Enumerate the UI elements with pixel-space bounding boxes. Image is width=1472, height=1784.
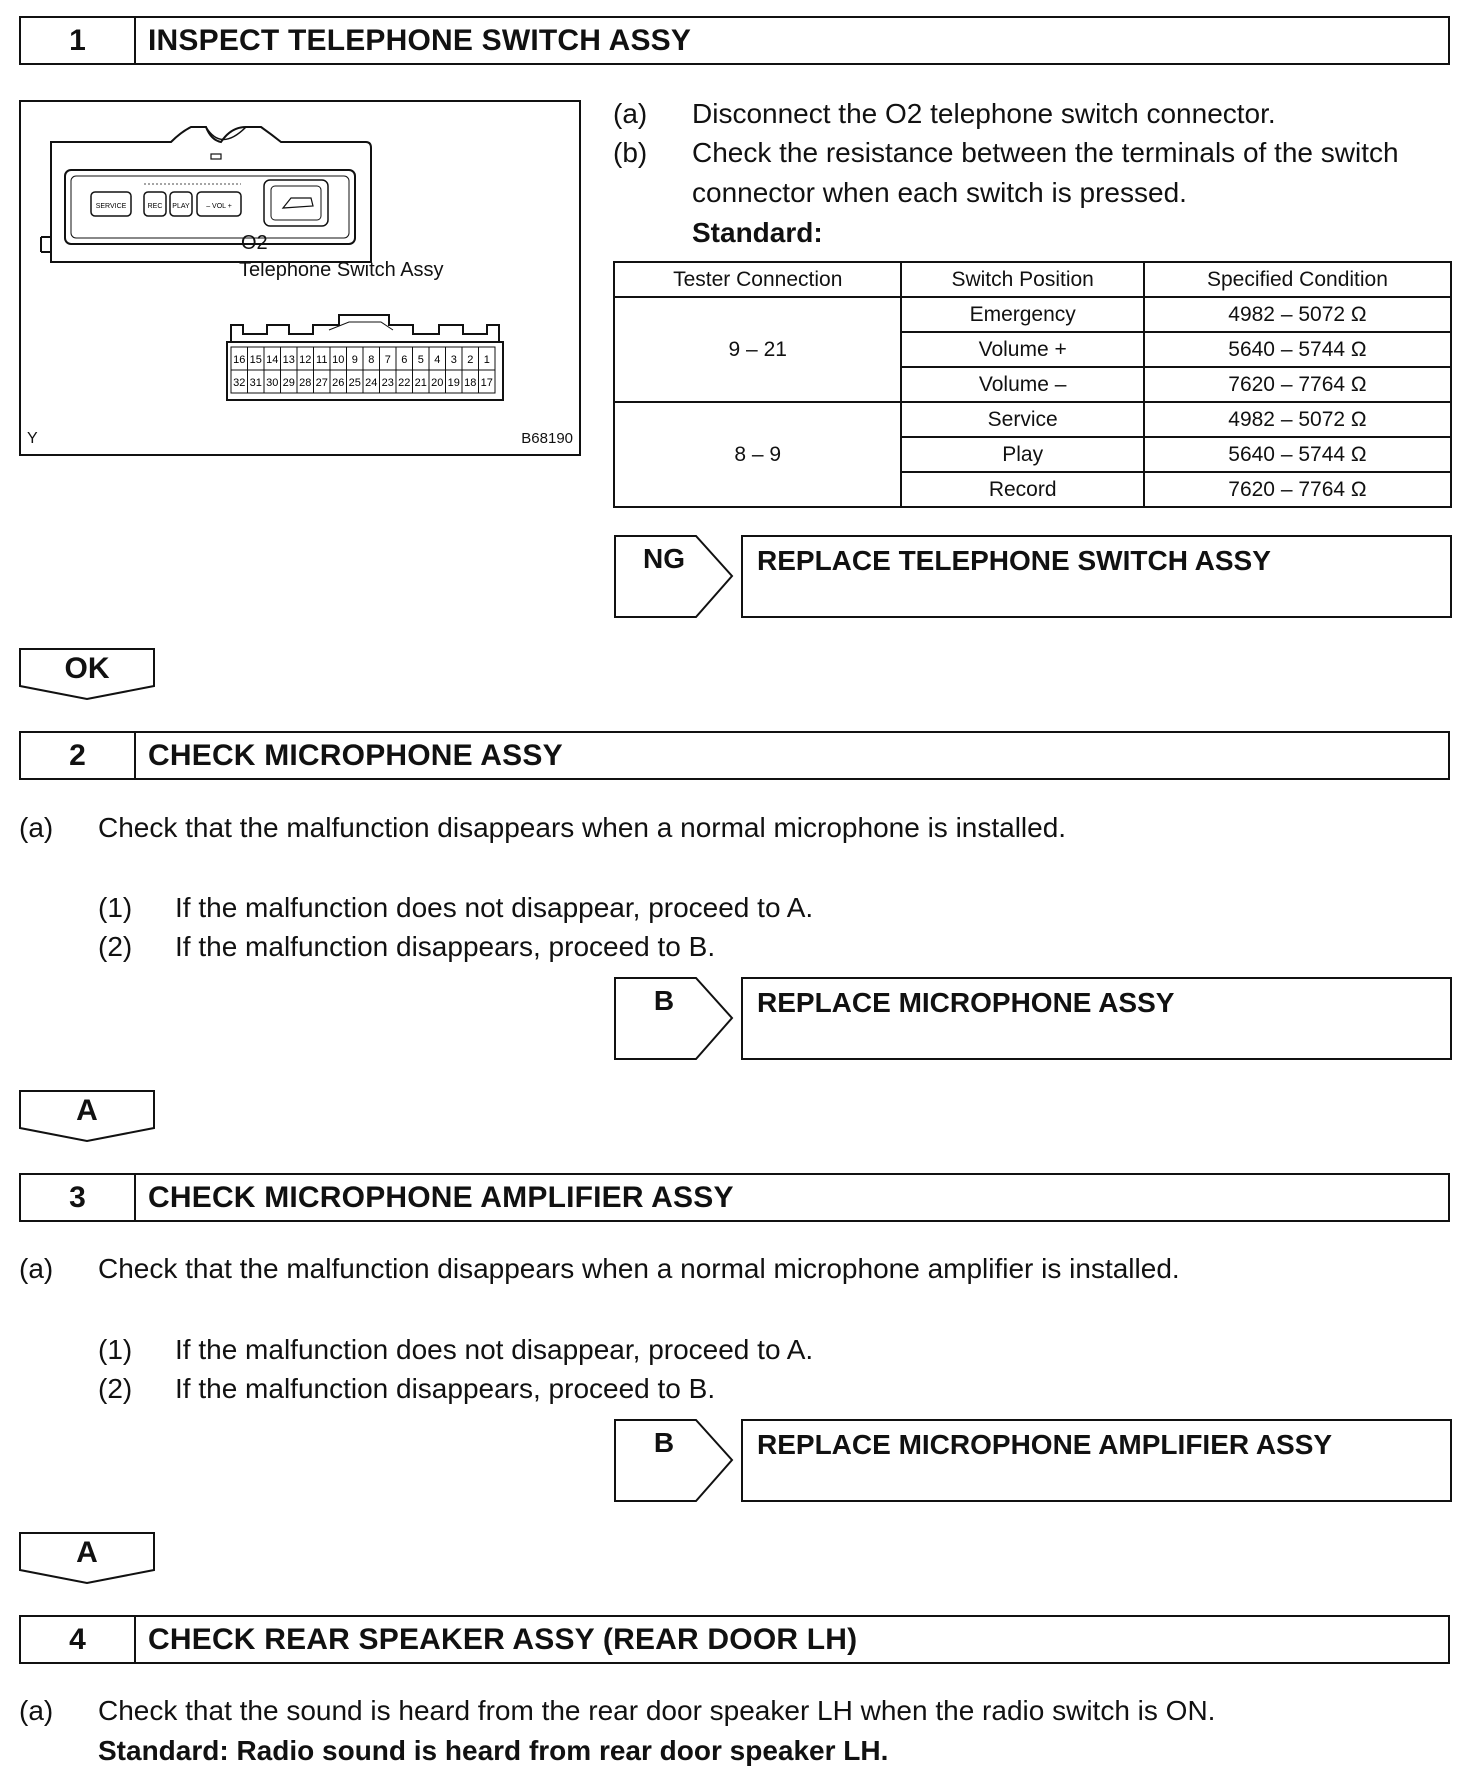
pin-number: 1 xyxy=(483,354,490,366)
ng-tag xyxy=(614,535,738,618)
connector-id: O2 xyxy=(241,232,268,254)
step2-sub1-text: If the malfunction does not disappear, proceed to A. xyxy=(175,892,814,923)
switch-position-cell: Play xyxy=(901,437,1143,472)
switch-position-cell: Record xyxy=(901,472,1143,507)
pin-number: 19 xyxy=(447,377,460,389)
instruction-b-text-line1: Check the resistance between the terminals of the switch xyxy=(692,137,1399,168)
pin-number: 2 xyxy=(467,354,474,366)
tester-connection-cell: 8 – 9 xyxy=(614,402,901,507)
specified-condition-cell: 4982 – 5072 Ω xyxy=(1144,402,1451,437)
step-title: CHECK MICROPHONE ASSY xyxy=(148,738,563,772)
switch-position-cell: Emergency xyxy=(901,297,1143,332)
b-action xyxy=(741,1419,1452,1502)
pin-number: 9 xyxy=(351,354,358,366)
step-title: CHECK REAR SPEAKER ASSY (REAR DOOR LH) xyxy=(148,1622,858,1656)
b-tag xyxy=(614,977,738,1060)
pin-number: 32 xyxy=(233,377,246,389)
pin-number: 26 xyxy=(332,377,345,389)
pin-number: 22 xyxy=(398,377,411,389)
b-tag-label: B xyxy=(653,1427,675,1458)
emergency-switch-icon xyxy=(264,180,328,226)
specified-condition-cell: 7620 – 7764 Ω xyxy=(1144,367,1451,402)
pin-number: 14 xyxy=(266,354,279,366)
pin-number: 18 xyxy=(464,377,477,389)
table-header: Tester Connection xyxy=(614,262,901,297)
a-flow-label: A xyxy=(76,1536,98,1569)
pin-number: 15 xyxy=(249,354,262,366)
volume-switch-label: – VOL + xyxy=(206,203,232,210)
table-header: Switch Position xyxy=(901,262,1143,297)
step-number: 3 xyxy=(21,1175,136,1220)
step-2-header xyxy=(19,731,1450,780)
service-switch-label: SERVICE xyxy=(95,203,127,210)
specified-condition-cell: 7620 – 7764 Ω xyxy=(1144,472,1451,507)
pin-number: 13 xyxy=(282,354,295,366)
step4-standard: Standard: Radio sound is heard from rear door speaker LH. xyxy=(98,1735,889,1766)
pin-number: 31 xyxy=(249,377,262,389)
pin-number: 17 xyxy=(480,377,493,389)
pin-number: 4 xyxy=(434,354,441,366)
pin-number: 20 xyxy=(431,377,444,389)
step3-a-marker: (a) xyxy=(19,1253,54,1284)
step-3-header xyxy=(19,1173,1450,1222)
b-tag-label: B xyxy=(653,985,675,1016)
step3-sub2-text: If the malfunction disappears, proceed to B. xyxy=(175,1373,716,1404)
pin-number: 3 xyxy=(450,354,457,366)
ok-flow-label: OK xyxy=(64,652,110,685)
step2-a-text: Check that the malfunction disappears when a normal microphone is installed. xyxy=(98,812,1067,843)
step2-sub1-marker: (1) xyxy=(98,892,133,923)
step2-a-marker: (a) xyxy=(19,812,54,843)
pin-number: 24 xyxy=(365,377,378,389)
rec-switch-label: REC xyxy=(147,203,163,210)
pin-number: 12 xyxy=(299,354,312,366)
table-header: Specified Condition xyxy=(1144,262,1451,297)
connector-figure xyxy=(19,100,581,456)
pin-number: 6 xyxy=(401,354,408,366)
figure-code: B68190 xyxy=(521,430,573,447)
standard-label: Standard: xyxy=(692,217,823,248)
b-decision-box xyxy=(614,977,1452,1060)
table-row xyxy=(614,297,1451,332)
instruction-b-text-line2: connector when each switch is pressed. xyxy=(692,177,1187,208)
figure-corner-label: Y xyxy=(27,430,38,447)
b-action xyxy=(741,977,1452,1060)
pin-number: 21 xyxy=(414,377,427,389)
step2-sub2-marker: (2) xyxy=(98,931,133,962)
pin-number: 11 xyxy=(316,354,328,366)
switch-position-cell: Service xyxy=(901,402,1143,437)
b-action-label: REPLACE MICROPHONE ASSY xyxy=(757,987,1175,1018)
instruction-a-text: Disconnect the O2 telephone switch connector. xyxy=(692,98,1276,129)
step3-sub1-text: If the malfunction does not disappear, proceed to A. xyxy=(175,1334,814,1365)
instruction-b-marker: (b) xyxy=(613,137,648,168)
play-switch-label: PLAY xyxy=(172,203,190,210)
step-number: 1 xyxy=(21,18,136,63)
step-4-header xyxy=(19,1615,1450,1664)
pin-number: 7 xyxy=(384,354,391,366)
step-number: 4 xyxy=(21,1617,136,1662)
switch-position-cell: Volume – xyxy=(901,367,1143,402)
a-flow-marker xyxy=(19,1090,155,1142)
b-decision-box xyxy=(614,1419,1452,1502)
step4-a-text: Check that the sound is heard from the rear door speaker LH when the radio switch is ON. xyxy=(98,1695,1216,1726)
tester-connection-cell: 9 – 21 xyxy=(614,297,901,402)
step3-sub2-marker: (2) xyxy=(98,1373,133,1404)
pin-number: 8 xyxy=(368,354,375,366)
specified-condition-cell: 4982 – 5072 Ω xyxy=(1144,297,1451,332)
pin-number: 28 xyxy=(299,377,312,389)
a-flow-marker xyxy=(19,1532,155,1584)
pin-number: 23 xyxy=(381,377,394,389)
instruction-a-marker: (a) xyxy=(613,98,648,129)
step2-sub2-text: If the malfunction disappears, proceed to B. xyxy=(175,931,716,962)
standard-resistance-table xyxy=(613,261,1452,508)
ng-decision-box xyxy=(614,535,1452,618)
step-1-header xyxy=(19,16,1450,65)
specified-condition-cell: 5640 – 5744 Ω xyxy=(1144,332,1451,367)
ng-action xyxy=(741,535,1452,618)
switch-position-cell: Volume + xyxy=(901,332,1143,367)
step3-a-text: Check that the malfunction disappears when a normal microphone amplifier is installed. xyxy=(98,1253,1180,1284)
pin-number: 29 xyxy=(282,377,295,389)
connector-name: Telephone Switch Assy xyxy=(239,259,444,281)
ng-action-label: REPLACE TELEPHONE SWITCH ASSY xyxy=(757,545,1271,576)
table-row xyxy=(614,402,1451,437)
step-title: INSPECT TELEPHONE SWITCH ASSY xyxy=(148,23,692,57)
pin-number: 16 xyxy=(233,354,246,366)
pin-number: 25 xyxy=(348,377,361,389)
step-number: 2 xyxy=(21,733,136,778)
pin-number: 10 xyxy=(332,354,345,366)
specified-condition-cell: 5640 – 5744 Ω xyxy=(1144,437,1451,472)
a-flow-label: A xyxy=(76,1094,98,1127)
pin-number: 27 xyxy=(315,377,328,389)
pin-number: 30 xyxy=(266,377,279,389)
step3-sub1-marker: (1) xyxy=(98,1334,133,1365)
b-action-label: REPLACE MICROPHONE AMPLIFIER ASSY xyxy=(757,1429,1333,1460)
step4-a-marker: (a) xyxy=(19,1695,54,1726)
ng-tag-label: NG xyxy=(643,543,685,574)
step-title: CHECK MICROPHONE AMPLIFIER ASSY xyxy=(148,1180,734,1214)
ok-flow-marker xyxy=(19,648,155,700)
pin-number: 5 xyxy=(417,354,424,366)
b-tag xyxy=(614,1419,738,1502)
connector-pins xyxy=(231,347,495,393)
